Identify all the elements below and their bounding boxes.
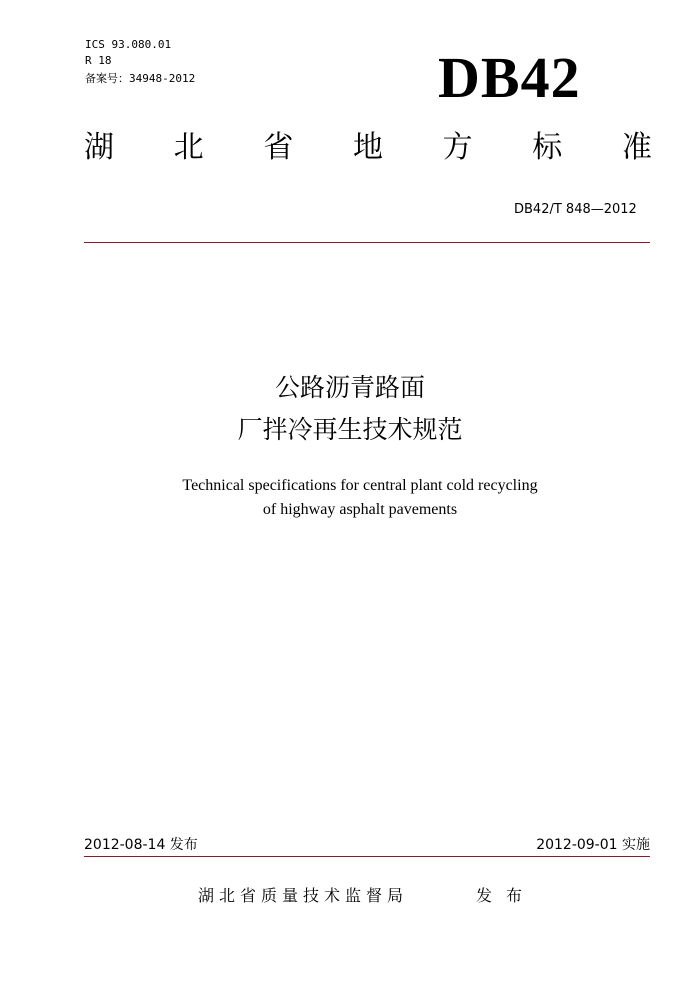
title-line-1: 公路沥青路面 — [274, 373, 425, 402]
heading-char: 湖 — [84, 130, 114, 165]
standard-code-logo: DB42 — [438, 45, 581, 110]
heading-char: 省 — [263, 130, 294, 165]
title-line-2: 厂拌冷再生技术规范 — [237, 415, 463, 444]
heading-char: 地 — [352, 130, 383, 165]
issuing-authority: 湖北省质量技术监督局 — [198, 886, 409, 905]
issued-label: 发布 — [476, 886, 537, 905]
heading-char: 北 — [173, 130, 204, 165]
issue-date: 2012-08-14 发布 — [84, 837, 198, 853]
top-divider — [84, 242, 650, 243]
standard-type-heading — [84, 128, 652, 168]
standard-number: DB42/T 848—2012 — [514, 202, 637, 217]
heading-char: 标 — [532, 130, 563, 165]
english-title-line-2: of highway asphalt pavements — [262, 501, 458, 518]
bottom-divider — [84, 856, 650, 857]
english-title-line-1: Technical specifications for central plant cold recycling — [182, 477, 538, 494]
classification-code: R 18 — [85, 54, 112, 67]
implementation-date: 2012-09-01 实施 — [536, 837, 650, 853]
heading-char: 准 — [621, 130, 652, 165]
heading-char: 方 — [442, 130, 473, 165]
ics-code: ICS 93.080.01 — [85, 38, 172, 51]
filing-number: 备案号：34948-2012 — [85, 72, 196, 85]
